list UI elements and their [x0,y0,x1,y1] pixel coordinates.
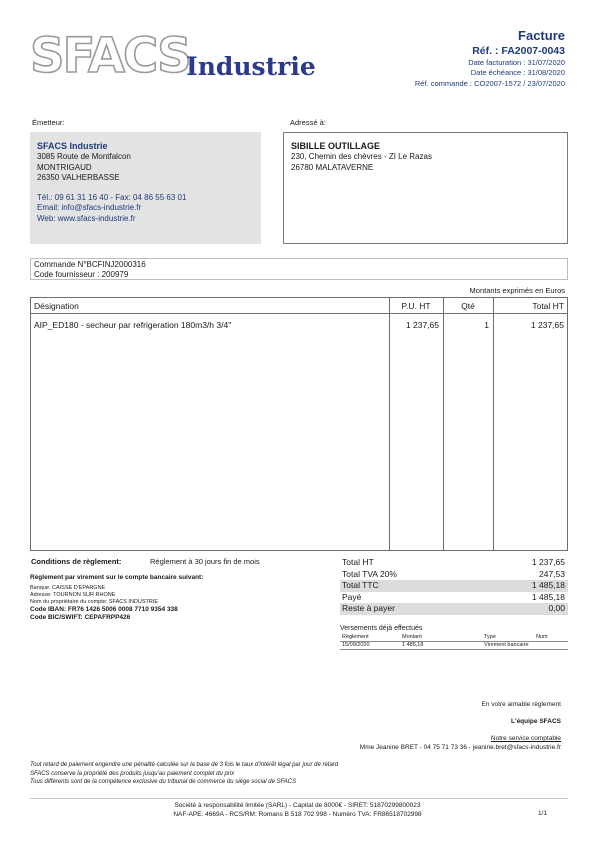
col-divider [443,298,444,550]
payments-made [340,624,568,650]
payments-title: Versements déjà effectués [340,625,423,632]
payments-col-num: Num [536,634,548,640]
legal-line-1: Tout retard de paiement engendre une pénalité calculée sur la base de 3 fois le taux d'intérêt légal par jour de retard [30,762,339,768]
closing-contact: Mme Jeanine BRET - 04 75 71 73 36 - jeanine.bret@sfacs-industrie.fr [359,744,561,751]
payment-row [340,642,568,650]
line-items-table [30,297,568,551]
col-divider [389,298,390,550]
total-ht-value: 1 237,65 [531,557,565,567]
payments-col-amount: Montant [402,634,422,640]
ttc-row [340,580,568,592]
footer-line-2: NAF-APE: 4669A - RCS/RM: Romans B 518 702 998 - Numéro TVA: FR86518702998 [173,811,422,818]
payment-conditions [30,557,330,622]
bank-address: Adresse: TOURNON SUR RHONE [30,592,116,598]
currency-note: Montants exprimés en Euros [469,286,565,295]
order-ref: Réf. commande : CO2007-1572 / 23/07/2020 [414,79,565,88]
tva-label: Total TVA 20% [342,568,397,579]
payment-amount: 1 485,18 [402,642,424,648]
emitter-label: Émetteur: [32,118,65,127]
legal-line-3: Tous différents sont de la compétence exclusive du tribunal de commerce du siège social de SFACS [30,779,297,785]
recipient-label: Adressé à: [290,118,326,127]
totals-block [340,557,568,615]
closing-service: Notre service comptable [490,735,561,742]
payments-col-payment: Règlement [342,634,369,640]
transfer-title: Règlement par virement sur le compte bancaire suivant: [30,574,204,581]
tva-row [340,569,568,581]
bank-name: Banque: CAISSE D'EPARGNE [30,585,106,591]
ttc-label: Total TTC [342,580,379,590]
order-info-box [30,258,568,280]
logo-suffix: Industrie [186,52,316,81]
recipient-box [283,132,568,244]
iban: Code IBAN: FR76 1426 5006 0008 7710 9354 338 [30,606,178,613]
legal-notice [30,761,338,787]
row-unit-price: 1 237,65 [405,320,439,330]
recipient-address1: 230, Chemin des chèvres - ZI Le Razas [291,152,432,161]
account-owner: Nom du propriétaire du compte: SFACS INDUSTRIE [30,599,159,605]
logo-brand: SFACS [30,28,190,84]
col-qty: Qté [461,301,475,311]
conditions-label: Conditions de règlement: [31,557,122,566]
emitter-web: Web: www.sfacs-industrie.fr [37,213,136,223]
conditions-value: Règlement à 30 jours fin de mois [150,557,260,566]
col-designation: Désignation [34,301,79,311]
payments-header [340,634,568,642]
recipient-name: SIBILLE OUTILLAGE [291,141,380,151]
footer-divider [30,798,568,799]
emitter-address1: 3085 Route de Montfalcon [37,152,131,161]
company-logo [30,28,330,92]
footer-line-1: Société à responsabilité limitée (SARL) - Capital de 8000€ - SIRET: 51870299800023 [174,802,421,809]
payment-date: 15/09/2020 [342,642,370,648]
row-total: 1 237,65 [530,320,564,330]
emitter-name: SFACS Industrie [37,141,108,151]
row-qty: 1 [484,320,489,330]
invoice-header [415,28,565,89]
recipient-address2: 26780 MALATAVERNE [291,162,374,172]
invoice-ref: Réf. : FA2007-0043 [472,45,565,57]
page-number: 1/1 [537,810,547,817]
supplier-code: Code fournisseur : 200979 [34,270,129,279]
tva-value: 247,53 [539,568,565,579]
total-ht-label: Total HT [342,557,374,567]
due-date: Date échéance : 31/08/2020 [470,68,565,77]
payments-col-type: Type [484,634,496,640]
emitter-address3: 26350 VALHERBASSE [37,173,120,182]
closing-greeting: En votre aimable règlement [481,701,561,708]
emitter-phone: Tél.: 09 61 31 16 40 - Fax: 04 86 55 63 01 [37,192,187,202]
remaining-label: Reste à payer [342,603,395,613]
emitter-email: Email: info@sfacs-industrie.fr [37,203,142,212]
col-total: Total HT [532,301,564,311]
payment-type: Virement bancaire [484,642,529,648]
legal-line-2: SFACS conserve la propriété des produits jusqu'au paiement complet du prix [30,770,235,777]
remaining-row [340,603,568,615]
ttc-value: 1 485,18 [531,580,565,590]
order-command: Commande N°BCFINJ2000316 [34,260,146,269]
bic: Code BIC/SWIFT: CEPAFRPP426 [30,614,131,621]
table-header [31,298,567,314]
invoice-date: Date facturation : 31/07/2020 [468,58,565,67]
emitter-address2: MONTRIGAUD [37,162,92,172]
paid-value: 1 485,18 [531,591,565,602]
col-divider [493,298,494,550]
row-designation: AIP_ED180 - secheur par refrigeration 180m3/h 3/4" [34,320,232,330]
total-ht-row [340,557,568,569]
paid-row [340,592,568,604]
closing-team: L'équipe SFACS [511,718,561,725]
invoice-title: Facture [518,28,565,43]
footer [0,801,595,819]
paid-label: Payé [342,591,362,602]
col-unit-price: P.U. HT [401,301,431,311]
remaining-value: 0,00 [548,603,565,613]
emitter-box [30,132,261,244]
